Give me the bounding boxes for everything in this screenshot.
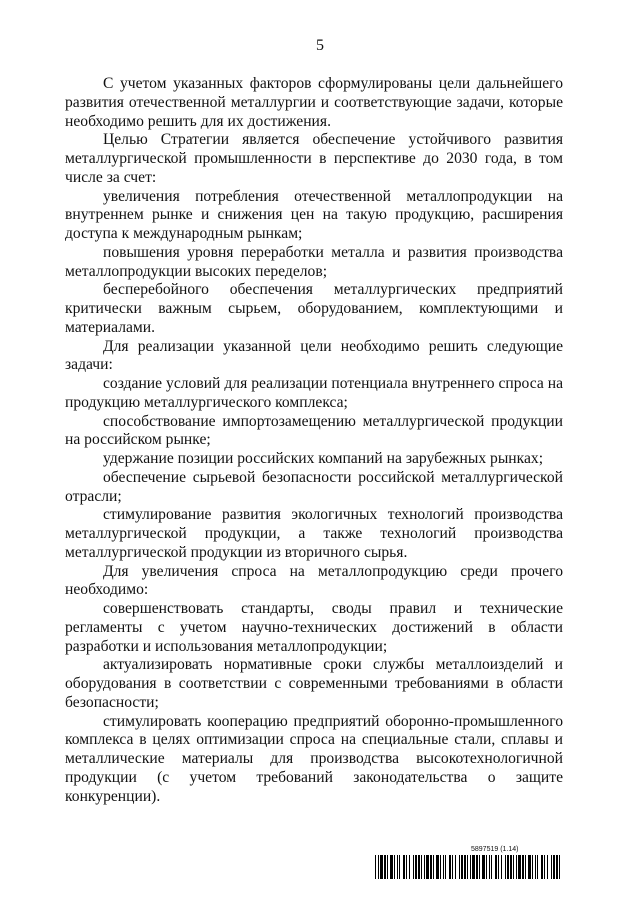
document-body	[65, 75, 563, 806]
barcode-id-text: 5897519 (1.14)	[471, 846, 519, 853]
paragraph: С учетом указанных факторов сформулированы цели дальнейшего развития отечественной металлургии и соответствующие задачи, которые необходимо решить для их достижения.	[65, 75, 563, 130]
paragraph: Для реализации указанной цели необходимо решить следующие задачи:	[65, 337, 563, 374]
paragraph: Для увеличения спроса на металлопродукцию среди прочего необходимо:	[65, 562, 563, 599]
paragraph: повышения уровня переработки металла и развития производства металлопродукции высоких переделов;	[65, 243, 563, 280]
paragraph: Целью Стратегии является обеспечение устойчивого развития металлургической промышленности в перспективе до 2030 года, в том числе за счет:	[65, 131, 563, 186]
page-number: 5	[316, 37, 324, 54]
paragraph: обеспечение сырьевой безопасности российской металлургической отрасли;	[65, 468, 563, 505]
document-barcode	[375, 846, 563, 880]
paragraph: увеличения потребления отечественной металлопродукции на внутреннем рынке и снижения цен на такую продукцию, расширения доступа к международным рынкам;	[65, 187, 563, 242]
paragraph: способствование импортозамещению металлургической продукции на российском рынке;	[65, 412, 563, 449]
paragraph: бесперебойного обеспечения металлургических предприятий критически важным сырьем, оборудованием, комплектующими и материалами.	[65, 281, 563, 336]
paragraph: удержание позиции российских компаний на зарубежных рынках;	[103, 450, 544, 467]
paragraph: актуализировать нормативные сроки службы металлоизделий и оборудования в соответствии с современными требованиями в области безопасности;	[65, 656, 563, 711]
paragraph: стимулирование развития экологичных технологий производства металлургической продукции, а также технологий производства металлургической продукции из вторичного сырья.	[65, 506, 563, 561]
paragraph: создание условий для реализации потенциала внутреннего спроса на продукцию металлургического комплекса;	[65, 375, 563, 411]
barcode-icon	[375, 855, 563, 879]
paragraph: стимулировать кооперацию предприятий оборонно-промышленного комплекса в целях оптимизации спроса на специальные стали, сплавы и металлические материалы для производства высокотехнологичной продукции (с учетом требований законодательства о защите конкуренции).	[65, 712, 563, 805]
paragraph: совершенствовать стандарты, своды правил и технические регламенты с учетом научно-технических достижений в области разработки и использования металлопродукции;	[65, 600, 563, 655]
